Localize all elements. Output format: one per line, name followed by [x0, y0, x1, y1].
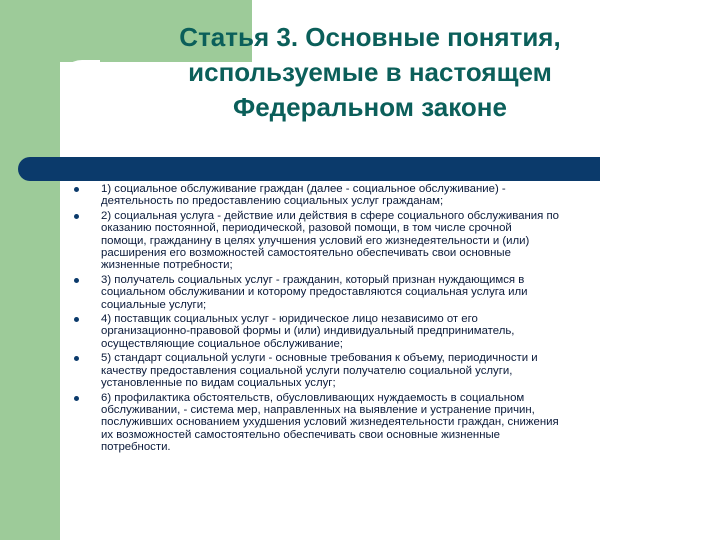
title-line: Федеральном законе [233, 92, 507, 122]
title-line: Статья 3. Основные понятия, [179, 22, 561, 52]
rounded-content-corner [60, 60, 100, 100]
item-text-line: 1) социальное обслуживание граждан (далее - социальное обслуживание) - [101, 183, 506, 195]
item-text-line: деятельность по предоставлению социальных услуг гражданам; [101, 195, 444, 208]
item-text-line: оказанию постоянной, периодической, разовой помощи, в том числе срочной [101, 222, 512, 235]
list-item [70, 274, 670, 311]
item-text-line: их возможностей самостоятельно обеспечивать свои основные жизненные [101, 428, 501, 441]
bullet-icon [74, 278, 79, 283]
item-text-line: расширения его возможностей самостоятельно обеспечивать свои основные [101, 247, 511, 260]
list-item [70, 313, 670, 350]
item-text-line: обслуживании, - система мер, направленных на выявление и устранение причин, [101, 403, 535, 416]
item-text-line: послуживших основанием ухудшения условий жизнедеятельности граждан, снижения [101, 416, 559, 429]
item-text-line: организационно-правовой формы и (или) индивидуальный предприниматель, [101, 325, 515, 338]
item-text-line: 3) получатель социальных услуг - гражданин, который признан нуждающимся в [101, 273, 525, 286]
bullet-icon [74, 214, 79, 219]
item-text-line: установленные по видам социальных услуг; [101, 377, 336, 390]
item-text-line: 6) профилактика обстоятельств, обусловливающих нуждаемость в социальном [101, 391, 525, 404]
list-item [70, 352, 670, 389]
green-side-band [0, 0, 60, 540]
bullet-icon [74, 317, 79, 322]
title-line: используемые в настоящем [188, 57, 552, 87]
item-text-line: осуществляющие социальное обслуживание; [101, 337, 343, 350]
slide-title [100, 20, 640, 125]
item-text-line: социальные услуги; [101, 298, 207, 311]
item-text-line: 5) стандарт социальной услуги - основные требования к объему, периодичности и [101, 352, 538, 365]
list-item [70, 392, 670, 454]
item-text-line: помощи, гражданину в целях улучшения условий его жизнедеятельности и (или) [101, 234, 530, 247]
item-text-line: 2) социальная услуга - действие или действия в сфере социального обслуживания по [101, 209, 559, 222]
item-text-line: социальном обслуживании и которому предоставляются социальная услуга или [101, 286, 528, 299]
item-text-line: 4) поставщик социальных услуг - юридическое лицо независимо от его [101, 313, 478, 326]
item-text-line: качеству предоставления социальной услуги получателю социальной услуги, [101, 364, 513, 377]
item-text-line: потребности. [101, 441, 171, 454]
item-text-line: жизненные потребности; [101, 259, 233, 272]
list-item [70, 183, 670, 208]
list-item [70, 210, 670, 272]
title-divider-bar [18, 157, 600, 181]
definitions-list [70, 183, 670, 456]
bullet-icon [74, 396, 79, 401]
bullet-icon [74, 356, 79, 361]
bullet-icon [74, 187, 79, 192]
